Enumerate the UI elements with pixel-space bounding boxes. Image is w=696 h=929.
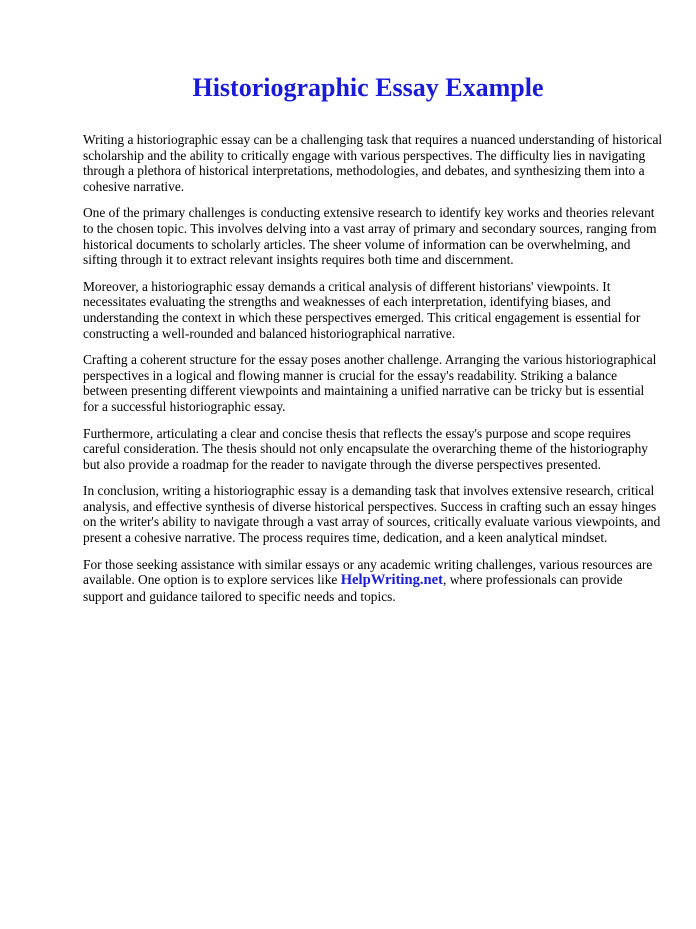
essay-body [83, 132, 663, 615]
paragraph-3: Moreover, a historiographic essay demands a critical analysis of different historians' viewpoints. It necessitates evaluating the strengths and weaknesses of each interpretation, identifying biases, and understanding the context in which these perspectives emerged. This critical engagement is essential for constructing a well-rounded and balanced historiographical narrative. [83, 278, 641, 341]
paragraph-4: Crafting a coherent structure for the essay poses another challenge. Arranging the various historiographical perspectives in a logical and flowing manner is crucial for the essay's readability. Striking a balance between presenting different viewpoints and maintaining a unified narrative can be tricky but is essential for a successful historiographic essay. [83, 352, 657, 414]
paragraph-5: Furthermore, articulating a clear and concise thesis that reflects the essay's purpose and scope requires careful consideration. The thesis should not only encapsulate the overarching theme of the historiography but also provide a roadmap for the reader to navigate through the diverse perspectives presented. [83, 425, 648, 472]
closing-paragraph [83, 557, 663, 605]
helpwriting-link[interactable]: HelpWriting.net [340, 572, 443, 589]
closing-text-after-link: , where professionals can provide support and guidance tailored to specific needs and topics. [83, 572, 623, 604]
paragraph-6: In conclusion, writing a historiographic essay is a demanding task that involves extensive research, critical analysis, and effective synthesis of diverse historical perspectives. Success in crafting such an essay hinges on the writer's ability to navigate through a vast array of sources, critically evaluate various viewpoints, and present a cohesive narrative. The process requires time, dedication, and a keen analytical mindset. [83, 483, 661, 546]
closing-text-before-link: For those seeking assistance with similar essays or any academic writing challenges, various resources are available. One option is to explore services like [83, 556, 653, 588]
page-title: Historiographic Essay Example [192, 73, 544, 102]
paragraph-1: Writing a historiographic essay can be a challenging task that requires a nuanced understanding of historical scholarship and the ability to critically engage with various perspectives. The difficulty lies in navigating through a plethora of historical interpretations, methodologies, and debates, and synthesizing them into a cohesive narrative. [83, 132, 663, 194]
paragraph-2: One of the primary challenges is conducting extensive research to identify key works and theories relevant to the chosen topic. This involves delving into a vast array of primary and secondary sources, ranging from historical documents to scholarly articles. The sheer volume of information can be overwhelming, and sifting through it to extract relevant insights requires both time and discernment. [83, 205, 657, 268]
